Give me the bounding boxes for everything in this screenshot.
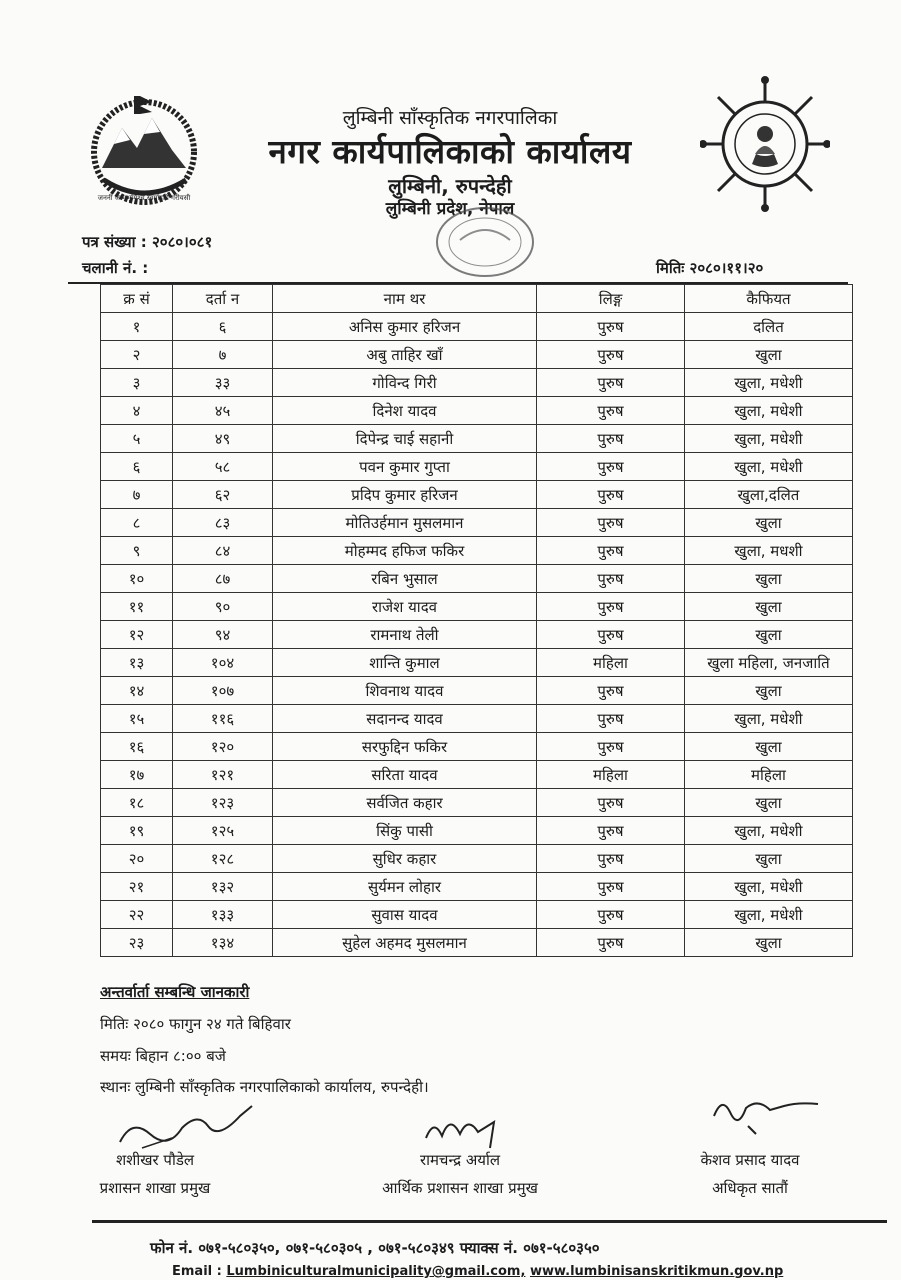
serial-number-cell: २२ — [101, 901, 173, 929]
candidate-name-cell: शान्ति कुमाल — [273, 649, 537, 677]
candidate-name-cell: सरिता यादव — [273, 761, 537, 789]
column-header: क्र सं — [101, 285, 173, 313]
serial-number-cell: ३ — [101, 369, 173, 397]
signatory-role: प्रशासन शाखा प्रमुख — [99, 1179, 211, 1197]
candidate-name-cell: रबिन भुसाल — [273, 565, 537, 593]
table-row — [101, 817, 853, 845]
candidate-name-cell: राजेश यादव — [273, 593, 537, 621]
registration-number-cell: ८७ — [173, 565, 273, 593]
table-row — [101, 789, 853, 817]
column-header: दर्ता न — [173, 285, 273, 313]
serial-number-cell: २१ — [101, 873, 173, 901]
gender-cell: महिला — [537, 761, 685, 789]
table-row — [101, 481, 853, 509]
candidate-name-cell: सुर्यमन लोहार — [273, 873, 537, 901]
registration-number-cell: १३२ — [173, 873, 273, 901]
registration-number-cell: १२३ — [173, 789, 273, 817]
signatory-name: केशव प्रसाद यादव — [700, 1151, 800, 1169]
table-row — [101, 369, 853, 397]
serial-number-cell: २० — [101, 845, 173, 873]
table-row — [101, 313, 853, 341]
candidate-name-cell: दिपेन्द्र चाई सहानी — [273, 425, 537, 453]
table-row — [101, 873, 853, 901]
registration-number-cell: ९४ — [173, 621, 273, 649]
gender-cell: महिला — [537, 649, 685, 677]
remarks-cell: खुला,दलित — [685, 481, 853, 509]
registration-number-cell: १३४ — [173, 929, 273, 957]
candidate-name-cell: सरफुद्दिन फकिर — [273, 733, 537, 761]
remarks-cell: महिला — [685, 761, 853, 789]
remarks-cell: खुला, मधेशी — [685, 397, 853, 425]
registration-number-cell: ३३ — [173, 369, 273, 397]
registration-number-cell: १२१ — [173, 761, 273, 789]
remarks-cell: खुला — [685, 845, 853, 873]
remarks-cell: खुला — [685, 789, 853, 817]
remarks-cell: खुला, मधशी — [685, 537, 853, 565]
serial-number-cell: १ — [101, 313, 173, 341]
nepal-emblem-icon — [82, 88, 206, 212]
serial-number-cell: ९ — [101, 537, 173, 565]
gender-cell: पुरुष — [537, 789, 685, 817]
signatory-role: अधिकृत सातौं — [712, 1179, 788, 1197]
gender-cell: पुरुष — [537, 565, 685, 593]
column-header: नाम थर — [273, 285, 537, 313]
svg-text:जननी जन्मभूमिश्च स्वर्गादपि गर: जननी जन्मभूमिश्च स्वर्गादपि गरीयसी — [97, 194, 191, 202]
gender-cell: पुरुष — [537, 845, 685, 873]
registration-number-cell: १२८ — [173, 845, 273, 873]
serial-number-cell: ८ — [101, 509, 173, 537]
registration-number-cell: १२० — [173, 733, 273, 761]
registration-number-cell: ६२ — [173, 481, 273, 509]
table-header-row — [101, 285, 853, 313]
reference-number: पत्र संख्या : २०८०।०८१ — [82, 233, 213, 251]
candidate-name-cell: शिवनाथ यादव — [273, 677, 537, 705]
gender-cell: पुरुष — [537, 733, 685, 761]
table-row — [101, 509, 853, 537]
serial-number-cell: १८ — [101, 789, 173, 817]
gender-cell: पुरुष — [537, 817, 685, 845]
candidate-name-cell: सर्वजित कहार — [273, 789, 537, 817]
footer-divider — [92, 1220, 887, 1223]
remarks-cell: खुला महिला, जनजाति — [685, 649, 853, 677]
gender-cell: पुरुष — [537, 873, 685, 901]
serial-number-cell: ५ — [101, 425, 173, 453]
gender-cell: पुरुष — [537, 537, 685, 565]
registration-number-cell: १२५ — [173, 817, 273, 845]
table-row — [101, 677, 853, 705]
signatory-name: शशीखर पौडेल — [115, 1151, 195, 1169]
table-row — [101, 733, 853, 761]
serial-number-cell: ६ — [101, 453, 173, 481]
interview-place: स्थानः लुम्बिनी साँस्कृतिक नगरपालिकाको कार्यालय, रुपन्देही। — [100, 1078, 429, 1096]
gender-cell: पुरुष — [537, 453, 685, 481]
serial-number-cell: २ — [101, 341, 173, 369]
candidate-name-cell: सुधिर कहार — [273, 845, 537, 873]
remarks-cell: खुला — [685, 565, 853, 593]
gender-cell: पुरुष — [537, 929, 685, 957]
registration-number-cell: ९० — [173, 593, 273, 621]
candidate-name-cell: मोहम्मद हफिज फकिर — [273, 537, 537, 565]
table-row — [101, 565, 853, 593]
office-district: लुम्बिनी, रुपन्देही — [388, 174, 512, 198]
table-row — [101, 705, 853, 733]
signatory-name: रामचन्द्र अर्याल — [419, 1151, 501, 1169]
table-row — [101, 649, 853, 677]
remarks-cell: खुला, मधेशी — [685, 705, 853, 733]
remarks-cell: खुला — [685, 621, 853, 649]
column-header: कैफियत — [685, 285, 853, 313]
email-link[interactable]: Lumbiniculturalmunicipality@gmail.com, — [226, 1264, 526, 1279]
gender-cell: पुरुष — [537, 509, 685, 537]
registration-number-cell: ४५ — [173, 397, 273, 425]
serial-number-cell: १६ — [101, 733, 173, 761]
gender-cell: पुरुष — [537, 901, 685, 929]
remarks-cell: खुला, मधेशी — [685, 817, 853, 845]
column-header: लिङ्ग — [537, 285, 685, 313]
table-row — [101, 929, 853, 957]
serial-number-cell: १० — [101, 565, 173, 593]
candidate-name-cell: सिंकु पासी — [273, 817, 537, 845]
candidate-name-cell: सुहेल अहमद मुसलमान — [273, 929, 537, 957]
interview-time: समयः बिहान ८:०० बजे — [100, 1047, 226, 1065]
remarks-cell: दलित — [685, 313, 853, 341]
gender-cell: पुरुष — [537, 397, 685, 425]
table-row — [101, 845, 853, 873]
serial-number-cell: ७ — [101, 481, 173, 509]
remarks-cell: खुला, मधेशी — [685, 453, 853, 481]
gender-cell: पुरुष — [537, 705, 685, 733]
candidate-name-cell: सदानन्द यादव — [273, 705, 537, 733]
table-row — [101, 425, 853, 453]
remarks-cell: खुला — [685, 593, 853, 621]
registration-number-cell: १०४ — [173, 649, 273, 677]
candidate-name-cell: अबु ताहिर खाँ — [273, 341, 537, 369]
table-row — [101, 621, 853, 649]
municipality-name: लुम्बिनी साँस्कृतिक नगरपालिका — [342, 107, 558, 129]
email-label: Email : — [172, 1264, 222, 1279]
registration-number-cell: ४९ — [173, 425, 273, 453]
candidate-name-cell: गोविन्द गिरी — [273, 369, 537, 397]
remarks-cell: खुला — [685, 341, 853, 369]
website-link[interactable]: www.lumbinisanskritikmun.gov.np — [529, 1264, 784, 1279]
serial-number-cell: ४ — [101, 397, 173, 425]
registration-number-cell: ५८ — [173, 453, 273, 481]
registration-number-cell: १०७ — [173, 677, 273, 705]
contact-email-line — [172, 1264, 783, 1279]
gender-cell: पुरुष — [537, 593, 685, 621]
table-row — [101, 901, 853, 929]
gender-cell: पुरुष — [537, 677, 685, 705]
candidate-name-cell: मोतिउर्हमान मुसलमान — [273, 509, 537, 537]
gender-cell: पुरुष — [537, 481, 685, 509]
serial-number-cell: १५ — [101, 705, 173, 733]
registration-number-cell: ६ — [173, 313, 273, 341]
candidate-name-cell: सुवास यादव — [273, 901, 537, 929]
gender-cell: पुरुष — [537, 369, 685, 397]
serial-number-cell: १२ — [101, 621, 173, 649]
remarks-cell: खुला, मधेशी — [685, 901, 853, 929]
candidate-name-cell: अनिस कुमार हरिजन — [273, 313, 537, 341]
table-row — [101, 453, 853, 481]
remarks-cell: खुला, मधेशी — [685, 369, 853, 397]
registration-number-cell: ७ — [173, 341, 273, 369]
signatory-role: आर्थिक प्रशासन शाखा प्रमुख — [382, 1179, 538, 1197]
serial-number-cell: २३ — [101, 929, 173, 957]
table-row — [101, 593, 853, 621]
gender-cell: पुरुष — [537, 341, 685, 369]
table-row — [101, 537, 853, 565]
interview-date: मितिः २०८० फागुन २४ गते बिहिवार — [100, 1015, 291, 1033]
serial-number-cell: ११ — [101, 593, 173, 621]
candidate-name-cell: प्रदिप कुमार हरिजन — [273, 481, 537, 509]
contact-phone: फोन नं. ०७१-५८०३५०, ०७१-५८०३०५ , ०७१-५८०३४९ फ्याक्स नं. ०७१-५८०३५० — [150, 1239, 600, 1257]
table-row — [101, 341, 853, 369]
remarks-cell: खुला — [685, 509, 853, 537]
dispatch-number: चलानी नं. : — [82, 259, 149, 277]
office-stamp-icon — [430, 200, 540, 290]
gender-cell: पुरुष — [537, 425, 685, 453]
office-title: नगर कार्यपालिकाको कार्यालय — [268, 132, 632, 171]
serial-number-cell: १४ — [101, 677, 173, 705]
remarks-cell: खुला — [685, 929, 853, 957]
candidate-table — [100, 284, 853, 957]
serial-number-cell: १३ — [101, 649, 173, 677]
remarks-cell: खुला, मधेशी — [685, 425, 853, 453]
table-row — [101, 761, 853, 789]
remarks-cell: खुला — [685, 677, 853, 705]
candidate-name-cell: दिनेश यादव — [273, 397, 537, 425]
letter-date: मितिः २०८०।११।२० — [656, 259, 764, 277]
registration-number-cell: ८४ — [173, 537, 273, 565]
candidate-name-cell: रामनाथ तेली — [273, 621, 537, 649]
serial-number-cell: १९ — [101, 817, 173, 845]
serial-number-cell: १७ — [101, 761, 173, 789]
remarks-cell: खुला — [685, 733, 853, 761]
table-body — [101, 313, 853, 957]
candidate-name-cell: पवन कुमार गुप्ता — [273, 453, 537, 481]
interview-info-title: अन्तर्वार्ता सम्बन्धि जानकारी — [100, 983, 250, 1001]
remarks-cell: खुला, मधेशी — [685, 873, 853, 901]
table-row — [101, 397, 853, 425]
signature-scribble — [112, 1098, 262, 1158]
registration-number-cell: ११६ — [173, 705, 273, 733]
gender-cell: पुरुष — [537, 313, 685, 341]
registration-number-cell: १३३ — [173, 901, 273, 929]
office-province: लुम्बिनी प्रदेश, नेपाल — [385, 199, 515, 219]
gender-cell: पुरुष — [537, 621, 685, 649]
signature-scribble — [708, 1090, 828, 1140]
municipality-seal-icon — [700, 72, 830, 212]
registration-number-cell: ८३ — [173, 509, 273, 537]
